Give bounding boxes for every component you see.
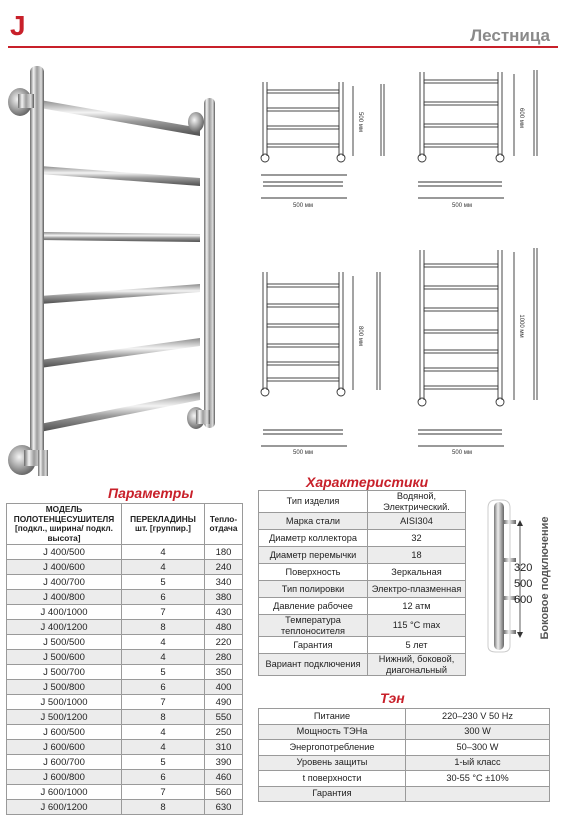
specs-cell: Вариант подключения — [259, 654, 368, 676]
specs-cell: Зеркальная — [368, 564, 466, 581]
params-title: Параметры — [108, 485, 194, 501]
params-header-bars: ПЕРЕКЛАДИНЫ шт. [группир.] — [122, 504, 205, 545]
specs-row — [259, 530, 466, 547]
specs-row — [259, 581, 466, 598]
ten-cell: 30-55 °С ±10% — [406, 771, 550, 787]
params-row — [7, 620, 243, 635]
params-cell: 4 — [122, 725, 205, 740]
params-cell: 180 — [205, 545, 243, 560]
params-cell: 550 — [205, 710, 243, 725]
params-cell: J 400/600 — [7, 560, 122, 575]
ten-cell: 50–300 W — [406, 740, 550, 756]
specs-row — [259, 637, 466, 654]
params-cell: 6 — [122, 680, 205, 695]
ten-row — [259, 786, 550, 802]
ten-row — [259, 771, 550, 787]
params-cell: J 400/800 — [7, 590, 122, 605]
params-row — [7, 725, 243, 740]
ten-row — [259, 755, 550, 771]
drawing-1000 — [410, 240, 555, 457]
drawing-height-label: 600 мм — [518, 108, 524, 128]
params-cell: 220 — [205, 635, 243, 650]
params-row — [7, 575, 243, 590]
product-type-title: Лестница — [470, 26, 550, 45]
specs-cell: Марка стали — [259, 513, 368, 530]
drawing-width-label: 500 мм — [293, 203, 313, 209]
drawing-800 — [255, 262, 395, 457]
specs-table — [258, 490, 466, 676]
towel-rail-photo — [0, 58, 240, 488]
params-cell: J 600/700 — [7, 755, 122, 770]
params-cell: 4 — [122, 635, 205, 650]
params-cell: 380 — [205, 590, 243, 605]
params-cell: 6 — [122, 590, 205, 605]
specs-cell: AISI304 — [368, 513, 466, 530]
drawing-width-label: 500 мм — [452, 450, 472, 456]
drawing-height-label: 1000 мм — [518, 314, 524, 338]
params-cell: 240 — [205, 560, 243, 575]
params-cell: J 600/1200 — [7, 800, 122, 815]
ten-cell: 300 W — [406, 724, 550, 740]
drawing-width-label: 500 мм — [452, 203, 472, 209]
params-cell: 280 — [205, 650, 243, 665]
params-cell: 5 — [122, 755, 205, 770]
specs-cell: Водяной, Электрический. — [368, 491, 466, 513]
params-cell: J 500/600 — [7, 650, 122, 665]
params-cell: 8 — [122, 710, 205, 725]
drawing-500 — [255, 70, 395, 210]
params-cell: J 400/700 — [7, 575, 122, 590]
ten-cell: 220–230 V 50 Hz — [406, 709, 550, 725]
params-cell: 5 — [122, 575, 205, 590]
params-cell: 340 — [205, 575, 243, 590]
params-cell: 8 — [122, 800, 205, 815]
connection-distances — [514, 560, 532, 608]
params-cell: 310 — [205, 740, 243, 755]
params-row — [7, 755, 243, 770]
drawing-height-label: 500 мм — [357, 112, 363, 132]
params-cell: 7 — [122, 695, 205, 710]
params-row — [7, 605, 243, 620]
specs-cell: 32 — [368, 530, 466, 547]
params-row — [7, 665, 243, 680]
params-cell: J 500/500 — [7, 635, 122, 650]
specs-cell: Диаметр перемычки — [259, 547, 368, 564]
ten-cell — [406, 786, 550, 802]
params-row — [7, 785, 243, 800]
specs-cell: 12 атм — [368, 598, 466, 615]
params-cell: J 500/800 — [7, 680, 122, 695]
ten-row — [259, 709, 550, 725]
ten-cell: Уровень защиты — [259, 755, 406, 771]
params-cell: 390 — [205, 755, 243, 770]
ten-cell: Энергопотребление — [259, 740, 406, 756]
params-cell: J 500/1000 — [7, 695, 122, 710]
params-table — [6, 503, 243, 815]
specs-row — [259, 615, 466, 637]
specs-cell: Диаметр коллектора — [259, 530, 368, 547]
specs-cell: 115 °С max — [368, 615, 466, 637]
ten-row — [259, 740, 550, 756]
params-cell: 250 — [205, 725, 243, 740]
specs-cell: 18 — [368, 547, 466, 564]
series-letter: J — [10, 10, 26, 41]
params-row — [7, 740, 243, 755]
params-cell: 490 — [205, 695, 243, 710]
specs-cell: Температура теплоносителя — [259, 615, 368, 637]
params-cell: 400 — [205, 680, 243, 695]
params-cell: 6 — [122, 770, 205, 785]
specs-row — [259, 564, 466, 581]
specs-row — [259, 513, 466, 530]
params-cell: 560 — [205, 785, 243, 800]
ten-cell: 1-ый класс — [406, 755, 550, 771]
params-cell: 4 — [122, 740, 205, 755]
params-row — [7, 800, 243, 815]
params-cell: J 500/1200 — [7, 710, 122, 725]
params-row — [7, 635, 243, 650]
specs-cell: Тип изделия — [259, 491, 368, 513]
drawing-width-label: 500 мм — [293, 450, 313, 456]
connection-distance-500: 500 — [514, 578, 533, 590]
params-cell: 350 — [205, 665, 243, 680]
header-rule — [8, 46, 558, 48]
specs-cell: 5 лет — [368, 637, 466, 654]
specs-cell: Давление рабочее — [259, 598, 368, 615]
params-row — [7, 545, 243, 560]
params-row — [7, 650, 243, 665]
params-header-heat: Тепло-отдача — [205, 504, 243, 545]
ten-cell: t поверхности — [259, 771, 406, 787]
params-cell: 8 — [122, 620, 205, 635]
params-cell: J 600/1000 — [7, 785, 122, 800]
ten-cell: Питание — [259, 709, 406, 725]
params-cell: J 600/500 — [7, 725, 122, 740]
ten-cell: Мощность ТЭНа — [259, 724, 406, 740]
specs-row — [259, 598, 466, 615]
params-cell: J 400/1200 — [7, 620, 122, 635]
specs-cell: Гарантия — [259, 637, 368, 654]
specs-title: Характеристики — [306, 474, 429, 490]
params-cell: 4 — [122, 545, 205, 560]
connection-distance-600: 600 — [514, 594, 533, 606]
params-cell: J 600/800 — [7, 770, 122, 785]
params-row — [7, 560, 243, 575]
specs-cell: Тип полировки — [259, 581, 368, 598]
params-cell: 480 — [205, 620, 243, 635]
params-row — [7, 680, 243, 695]
drawing-600 — [410, 62, 555, 210]
specs-cell: Нижний, боковой, диагональный — [368, 654, 466, 676]
specs-row — [259, 654, 466, 676]
params-cell: 4 — [122, 650, 205, 665]
params-cell: 630 — [205, 800, 243, 815]
params-cell: 7 — [122, 785, 205, 800]
specs-row — [259, 491, 466, 513]
params-row — [7, 710, 243, 725]
params-cell: 4 — [122, 560, 205, 575]
params-row — [7, 590, 243, 605]
params-cell: 430 — [205, 605, 243, 620]
specs-cell: Электро-плазменная — [368, 581, 466, 598]
params-header-model: МОДЕЛЬ ПОЛОТЕНЦЕСУШИТЕЛЯ [подкл., ширина/ подкл. высота] — [7, 504, 122, 545]
params-cell: J 400/500 — [7, 545, 122, 560]
params-row — [7, 695, 243, 710]
params-cell: 460 — [205, 770, 243, 785]
ten-row — [259, 724, 550, 740]
params-cell: J 500/700 — [7, 665, 122, 680]
params-cell: 7 — [122, 605, 205, 620]
drawing-height-label: 800 мм — [357, 326, 363, 346]
params-cell: J 600/600 — [7, 740, 122, 755]
specs-row — [259, 547, 466, 564]
connection-distance-320: 320 — [514, 562, 533, 574]
connection-label: Боковое подключение — [539, 516, 551, 640]
params-cell: J 400/1000 — [7, 605, 122, 620]
ten-table — [258, 708, 550, 802]
specs-cell: Поверхность — [259, 564, 368, 581]
ten-cell: Гарантия — [259, 786, 406, 802]
params-cell: 5 — [122, 665, 205, 680]
ten-title: Тэн — [380, 690, 405, 706]
params-row — [7, 770, 243, 785]
